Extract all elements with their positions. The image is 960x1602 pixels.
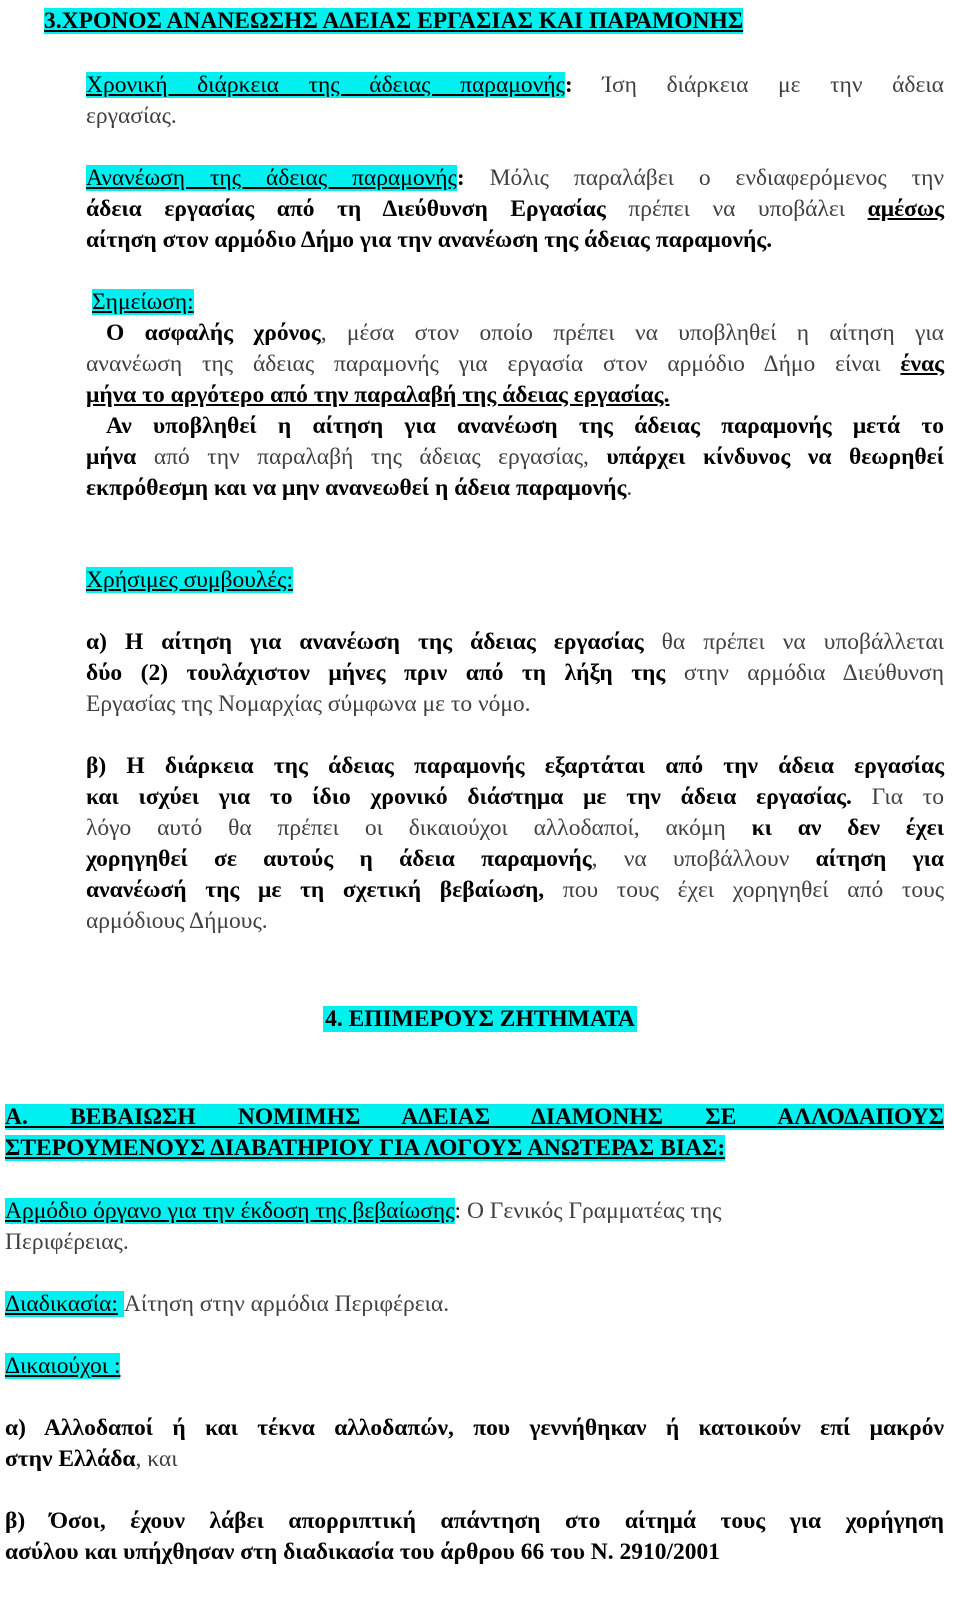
beneficiaries-label: Δικαιούχοι :	[5, 1353, 121, 1379]
note-p2-month: μήνα	[86, 444, 137, 470]
note-p1-line-1	[106, 318, 944, 349]
tip-b-line-3	[86, 813, 944, 844]
beneficiary-b-bold-1: β) Όσοι, έχουν λάβει απορριπτική απάντηση στο αίτημά τους για χορήγηση	[5, 1508, 944, 1534]
tip-b-line-5	[86, 875, 944, 906]
beneficiary-a-text-2: , και	[135, 1446, 178, 1472]
duration-text-1: Ίση διάρκεια με την άδεια	[602, 72, 944, 98]
section-3-title: 3.ΧΡΟΝΟΣ ΑΝΑΝΕΩΣΗΣ ΑΔΕΙΑΣ ΕΡΓΑΣΙΑΣ ΚΑΙ ΠΑΡΑΜΟΝΗΣ	[44, 8, 744, 34]
tips-heading	[86, 565, 293, 596]
note-safe-time: Ο ασφαλής χρόνος	[106, 320, 321, 346]
duration-line-1	[86, 70, 944, 101]
note-p2-bold-2: υπάρχει κίνδυνος να θεωρηθεί	[606, 444, 945, 470]
section-3-heading	[44, 6, 743, 37]
section-a-heading-2: ΣΤΕΡΟΥΜΕΝΟΥΣ ΔΙΑΒΑΤΗΡΙΟΥ ΓΙΑ ΛΟΓΟΥΣ ΑΝΩΤΕΡΑΣ ΒΙΑΣ:	[5, 1135, 726, 1161]
beneficiary-b-line-2	[5, 1537, 944, 1568]
renewal-label: Ανανέωση της άδειας παραμονής	[86, 165, 457, 191]
tip-b-bold-3: κι αν δεν έχει	[751, 815, 944, 841]
tip-a-bold-1: α) Η αίτηση για ανανέωση της άδειας εργασίας	[86, 629, 644, 655]
tip-b-line-2	[86, 782, 944, 813]
renewal-colon: :	[456, 165, 465, 191]
section-a-heading-1: Α. ΒΕΒΑΙΩΣΗ ΝΟΜΙΜΗΣ ΑΔΕΙΑΣ ΔΙΑΜΟΝΗΣ ΣΕ ΑΛΛΟΔΑΠΟΥΣ	[5, 1104, 944, 1130]
section-a-heading-line-2	[5, 1133, 944, 1164]
tip-b-bold-5: ανανέωσή της με τη σχετική βεβαίωση,	[86, 877, 545, 903]
duration-line-2	[86, 101, 944, 132]
procedure-label: Διαδικασία:	[5, 1291, 124, 1317]
duration-label: Χρονική διάρκεια της άδειας παραμονής	[86, 72, 565, 98]
beneficiary-a-bold-1: α) Αλλοδαποί ή και τέκνα αλλοδαπών, που γεννήθηκαν ή κατοικούν επί μακρόν	[5, 1415, 944, 1441]
note-one-month: ένας	[900, 351, 944, 377]
renewal-line-3	[86, 225, 944, 256]
beneficiaries-heading	[5, 1351, 944, 1382]
note-p2-line-2	[86, 442, 944, 473]
note-p2-bold-3: εκπρόθεσμη και να μην ανανεωθεί η άδεια παραμονής	[86, 475, 627, 501]
beneficiary-a-line-1	[5, 1413, 944, 1444]
tips-label: Χρήσιμες συμβουλές:	[86, 567, 293, 593]
tip-b-text-2: Για το	[871, 784, 945, 810]
note-p2-bold-1: Αν υποβληθεί η αίτηση για ανανέωση της άδειας παραμονής μετά το	[106, 413, 944, 439]
renewal-bold-1: άδεια εργασίας από τη Διεύθυνση Εργασίας	[86, 196, 606, 222]
tip-b-bold-4b: αίτηση για	[815, 846, 944, 872]
note-p1-text-1: , μέσα στον οποίο πρέπει να υποβληθεί η αίτηση για	[320, 320, 944, 346]
section-a-heading-line-1	[5, 1102, 944, 1133]
authority-line-1	[5, 1196, 944, 1227]
tip-a-text-2: στην αρμόδια Διεύθυνση	[683, 660, 944, 686]
note-p1-text-2: ανανέωση της άδειας παραμονής για εργασία στον αρμόδιο Δήμο είναι	[86, 351, 881, 377]
authority-text-2: Περιφέρειας.	[5, 1229, 129, 1255]
tip-b-text-5: που τους έχει χορηγηθεί από τους	[562, 877, 945, 903]
tip-b-bold-2: και ισχύει για το ίδιο χρονικό διάστημα με την άδεια εργασίας.	[86, 784, 852, 810]
tip-b-line-1	[86, 751, 944, 782]
tip-a-bold-2: δύο (2) τουλάχιστον μήνες πριν από τη λήξη της	[86, 660, 666, 686]
duration-colon: :	[564, 72, 573, 98]
renewal-text-2: πρέπει να υποβάλει	[628, 196, 846, 222]
note-p2-line-3	[86, 473, 944, 504]
tip-a-line-1	[86, 627, 944, 658]
tip-a-line-3	[86, 689, 944, 720]
tip-b-text-3: λόγο αυτό θα πρέπει οι δικαιούχοι αλλοδαποί, ακόμη	[86, 815, 726, 841]
note-p1-bold-3: μήνα το αργότερο από την παραλαβή της άδειας εργασίας.	[86, 382, 670, 408]
section-4-heading	[0, 1004, 960, 1035]
note-p2-line-1	[106, 411, 944, 442]
tip-b-line-4	[86, 844, 944, 875]
section-4-title: 4. ΕΠΙΜΕΡΟΥΣ ΖΗΤΗΜΑΤΑ	[325, 1006, 635, 1032]
renewal-line-1	[86, 163, 944, 194]
renewal-immediately: αμέσως	[867, 196, 944, 222]
note-p1-line-2	[86, 349, 944, 380]
renewal-line-2	[86, 194, 944, 225]
renewal-bold-3: αίτηση στον αρμόδιο Δήμο για την ανανέωση της άδειας παραμονής.	[86, 227, 773, 253]
tip-b-text-6: αρμόδιους Δήμους.	[86, 908, 268, 934]
tip-b-line-6	[86, 906, 944, 937]
authority-text-1: Ο Γενικός Γραμματέας της	[466, 1198, 722, 1224]
note-p2-end: .	[626, 475, 633, 501]
authority-colon: :	[454, 1198, 462, 1224]
tip-a-text-1: θα πρέπει να υποβάλλεται	[661, 629, 945, 655]
procedure-text: Αίτηση στην αρμόδια Περιφέρεια.	[123, 1291, 450, 1317]
renewal-text-1: Μόλις παραλάβει ο ενδιαφερόμενος την	[489, 165, 944, 191]
beneficiary-a-bold-2: στην Ελλάδα	[5, 1446, 136, 1472]
tip-b-bold-1: β) Η διάρκεια της άδειας παραμονής εξαρτάται από την άδεια εργασίας	[86, 753, 944, 779]
authority-label: Αρμόδιο όργανο για την έκδοση της βεβαίωσης	[5, 1198, 455, 1224]
duration-text-2: εργασίας.	[86, 103, 177, 129]
note-label: Σημείωση:	[92, 289, 194, 315]
procedure-line	[5, 1289, 944, 1320]
tip-a-line-2	[86, 658, 944, 689]
authority-line-2	[5, 1227, 944, 1258]
note-heading	[92, 287, 194, 318]
note-p1-line-3	[86, 380, 944, 411]
note-p2-text-2: από την παραλαβή της άδειας εργασίας,	[153, 444, 589, 470]
tip-b-text-4: , να υποβάλλουν	[591, 846, 790, 872]
tip-a-text-3: Εργασίας της Νομαρχίας σύμφωνα με το νόμο.	[86, 691, 531, 717]
tip-b-bold-4: χορηγηθεί σε αυτούς η άδεια παραμονής	[86, 846, 592, 872]
beneficiary-b-line-1	[5, 1506, 944, 1537]
beneficiary-a-line-2	[5, 1444, 944, 1475]
beneficiary-b-bold-2: ασύλου και υπήχθησαν στη διαδικασία του άρθρου 66 του Ν. 2910/2001	[5, 1539, 721, 1565]
